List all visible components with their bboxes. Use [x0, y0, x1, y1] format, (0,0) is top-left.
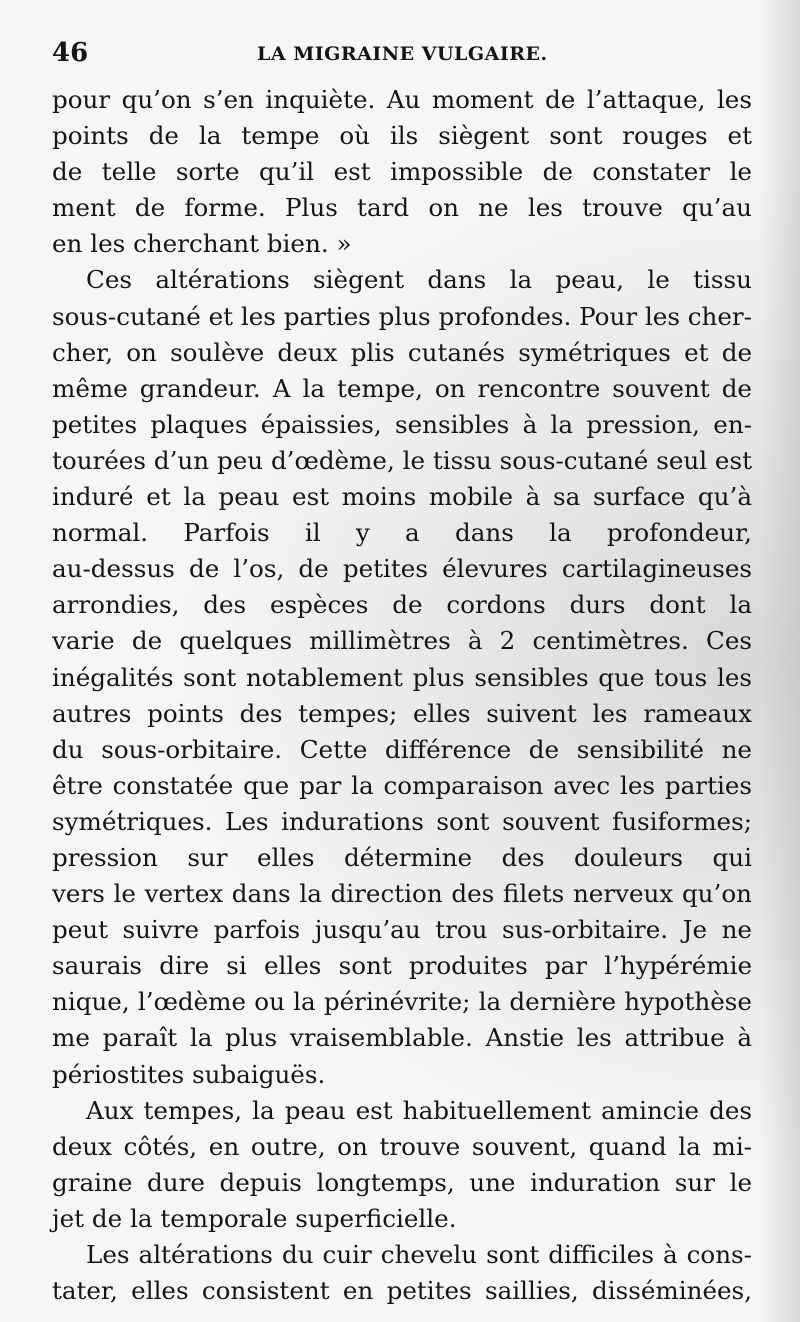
- text-line: périostites subaiguës.: [52, 1059, 326, 1089]
- text-line: même grandeur. A la tempe, on rencontre souvent de: [52, 373, 752, 403]
- text-line: peut suivre parfois jusqu’au trou sus-orbitaire. Je ne: [52, 915, 752, 945]
- text-line: pour qu’on s’en inquiète. Au moment de l’attaque, les: [52, 85, 752, 114]
- text-line: sous-cutané et les parties plus profondes. Pour les cher-: [52, 301, 752, 331]
- text-line: symétriques. Les indurations sont souvent fusiformes;: [52, 806, 752, 836]
- text-line: tater, elles consistent en petites saillies, disséminées,: [52, 1276, 752, 1306]
- text-line: ment de forme. Plus tard on ne les trouve qu’au: [52, 193, 752, 223]
- text-line: vers le vertex dans la direction des filets nerveux qu’on: [52, 879, 752, 909]
- running-title: LA MIGRAINE VULGAIRE.: [257, 43, 548, 65]
- text-line: autres points des tempes; elles suivent les rameaux: [52, 698, 752, 728]
- text-line: induré et la peau est moins mobile à sa surface qu’à: [52, 482, 752, 512]
- text-line: me paraît la plus vraisemblable. Anstie les attribue à: [52, 1023, 752, 1053]
- text-line: deux côtés, en outre, on trouve souvent, quand la mi-: [52, 1131, 752, 1161]
- running-head: [52, 38, 752, 74]
- text-line: être constatée que par la comparaison avec les parties: [52, 770, 752, 800]
- text-line: varie de quelques millimètres à 2 centimètres. Ces: [52, 626, 752, 656]
- text-line: nique, l’œdème ou la périnévrite; la dernière hypothèse: [52, 987, 752, 1017]
- text-line: au-dessus de l’os, de petites élevures cartilagineuses: [52, 554, 752, 584]
- text-line: en les cherchant bien. »: [52, 229, 352, 259]
- text-line: Les altérations du cuir chevelu sont difficiles à cons-: [86, 1240, 752, 1269]
- text-line: tourées d’un peu d’œdème, le tissu sous-cutané seul est: [52, 445, 752, 475]
- text-line: arrondies, des espèces de cordons durs dont la: [52, 590, 752, 620]
- text-line: points de la tempe où ils siègent sont rouges et: [52, 121, 752, 151]
- body-text: [52, 82, 752, 1309]
- text-line: inégalités sont notablement plus sensibles que tous les: [52, 662, 752, 692]
- text-line: pression sur elles détermine des douleurs qui: [52, 842, 752, 872]
- page-edge-shadow: [760, 0, 800, 1322]
- text-line: cher, on soulève deux plis cutanés symétriques et de: [52, 337, 752, 367]
- text-line: graine dure depuis longtemps, une induration sur le: [52, 1167, 752, 1197]
- text-line: de telle sorte qu’il est impossible de constater le: [52, 157, 752, 187]
- text-line: normal. Parfois il y a dans la profondeur,: [52, 518, 752, 548]
- page-number: 46: [52, 38, 89, 68]
- text-line: Aux tempes, la peau est habituellement amincie des: [86, 1095, 752, 1125]
- text-line: saurais dire si elles sont produites par l’hypérémie: [52, 951, 752, 981]
- text-line: du sous-orbitaire. Cette différence de sensibilité ne: [52, 734, 752, 764]
- text-line: jet de la temporale superficielle.: [52, 1203, 457, 1233]
- text-line: Ces altérations siègent dans la peau, le tissu: [86, 265, 752, 295]
- text-line: petites plaques épaissies, sensibles à la pression, en-: [52, 409, 752, 439]
